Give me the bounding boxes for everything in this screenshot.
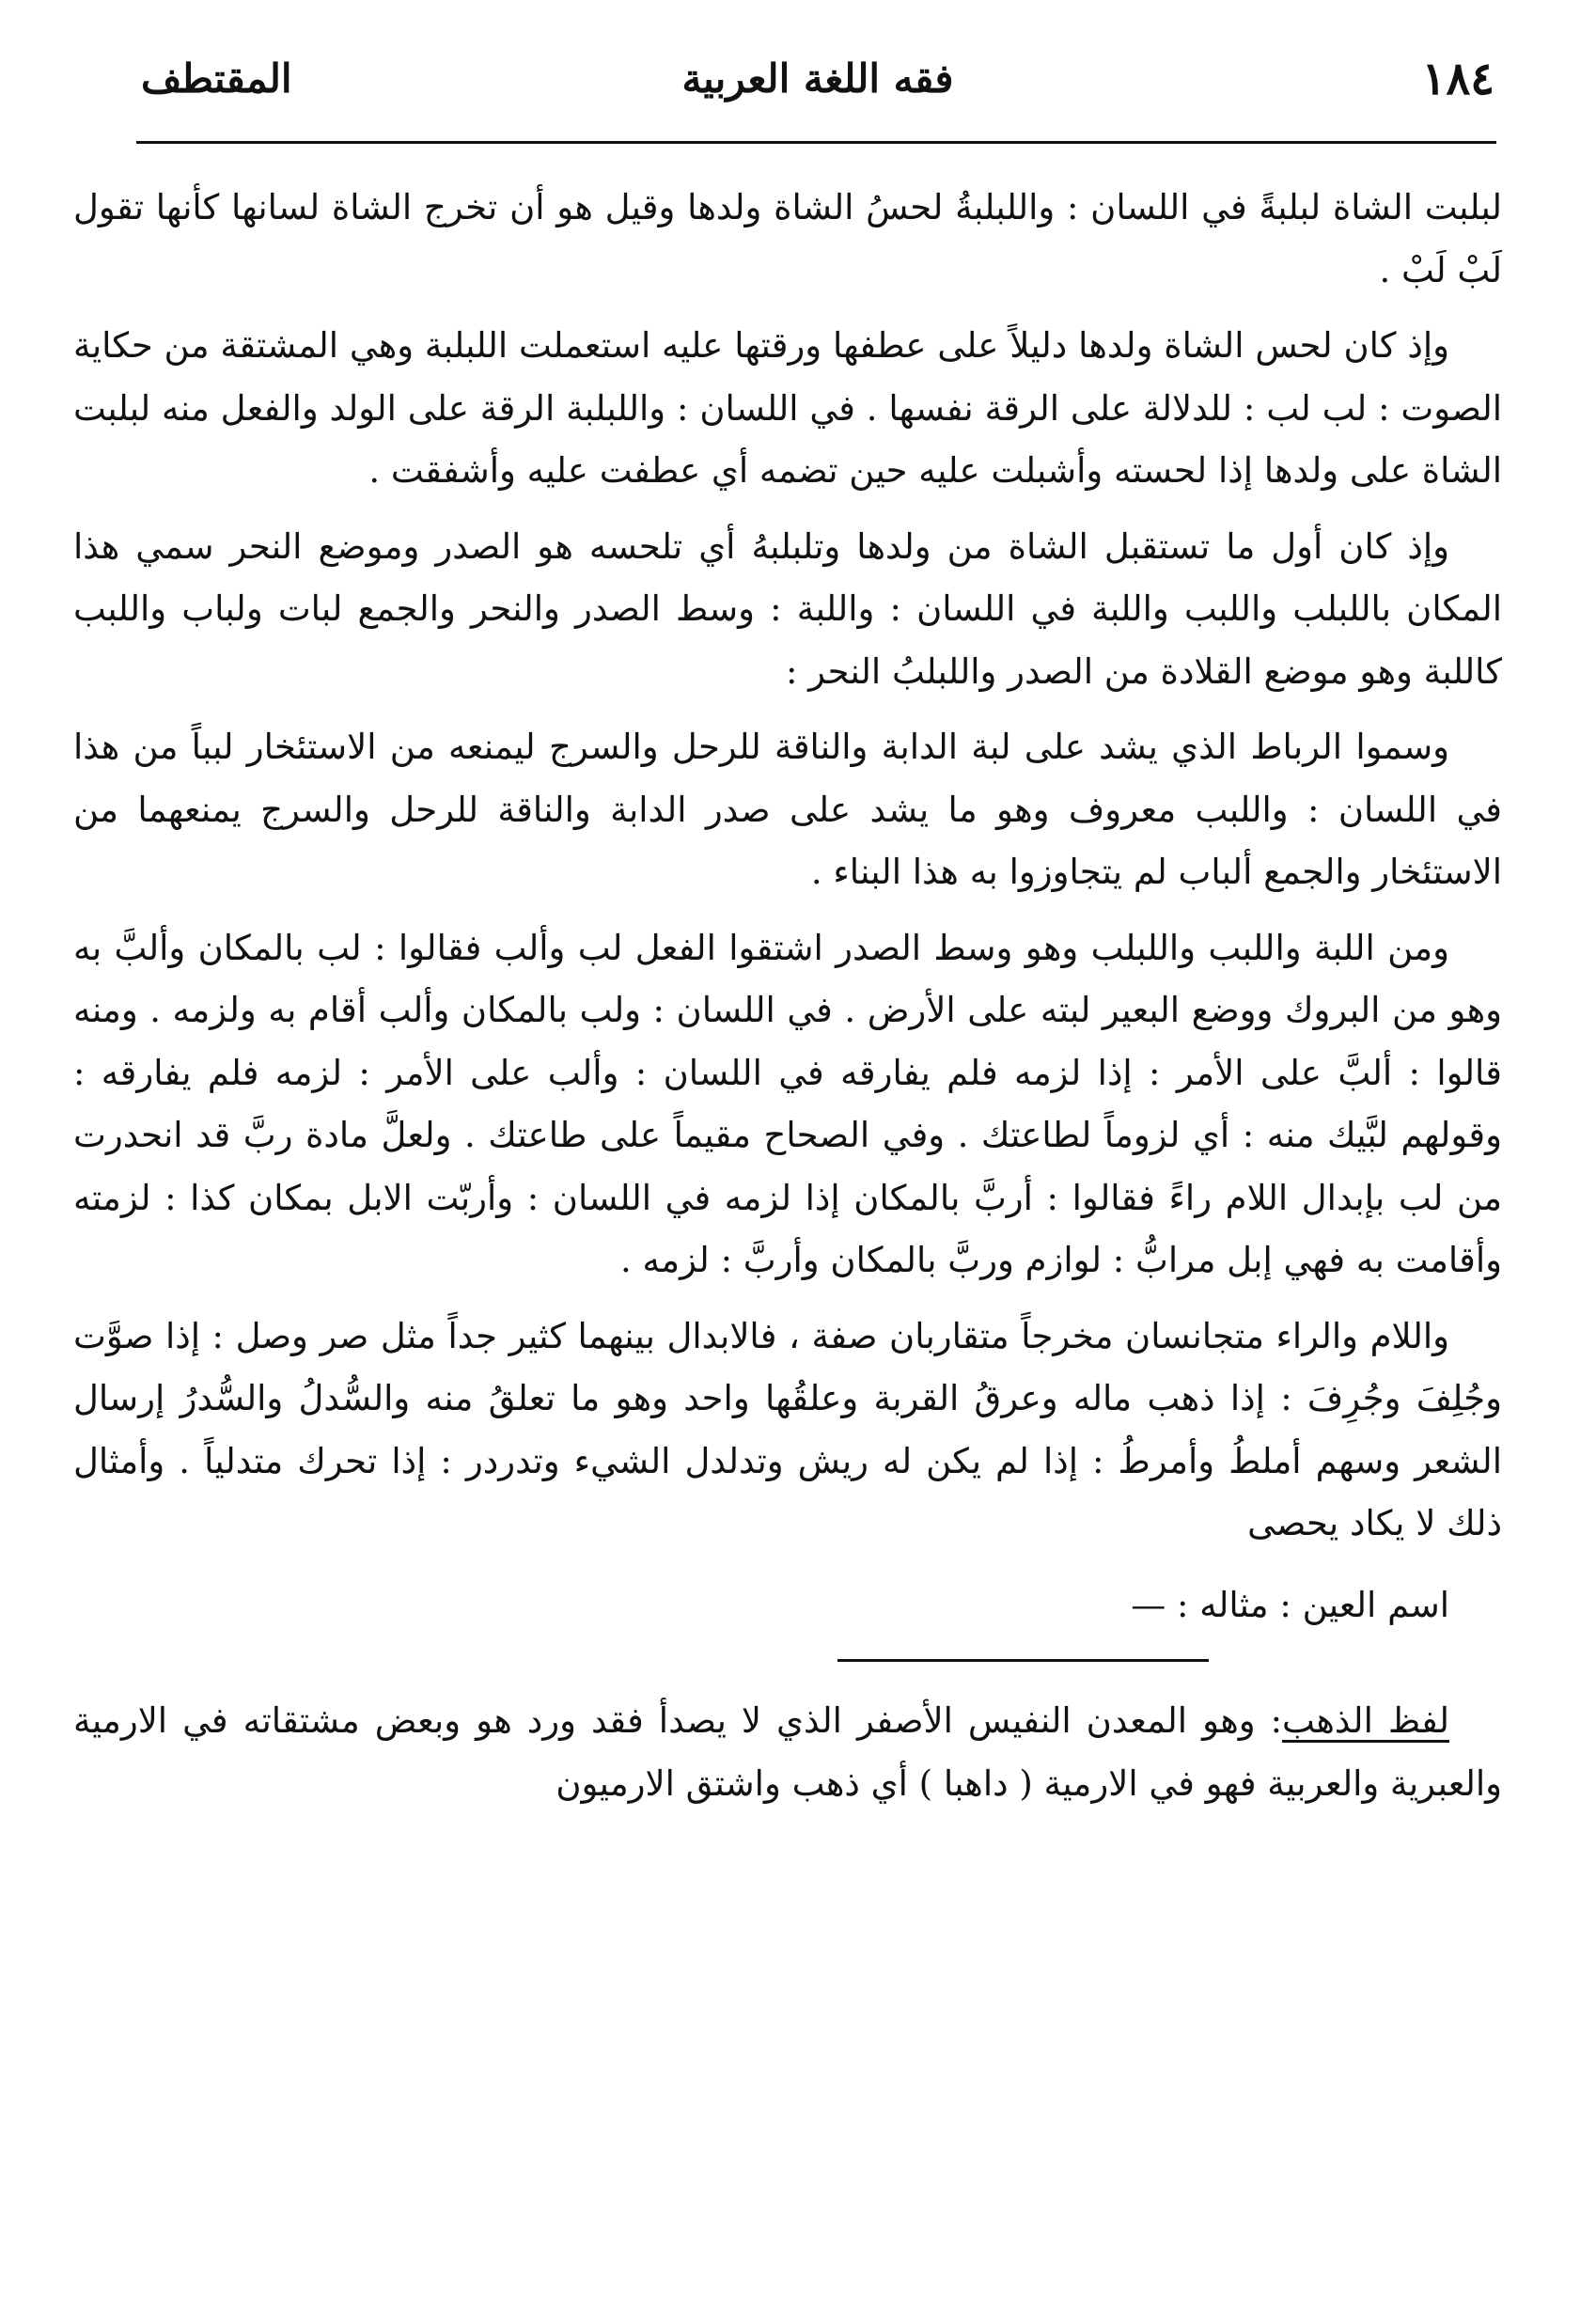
- section-heading: اسم العين : مثاله : —: [1131, 1584, 1449, 1625]
- page-number: ١٨٤: [1421, 53, 1494, 105]
- header-divider: [136, 141, 1496, 144]
- article-body: [73, 177, 1502, 1828]
- paragraph-dhahab: [73, 1690, 1502, 1815]
- paragraph: واللام والراء متجانسان مخرجاً متقاربان صفة ، فالابدال بينهما كثير جداً مثل صر وصل : إذا صوَّت وجُلِفَ وجُرِفَ : إذا ذهب ماله وعرقُ القربة وعلقُها واحد وهو ما تعلقُ منه والسُّدلُ والسُّدرُ إرسال الشعر وسهم أملطُ وأمرطُ : إذا لم يكن له ريش وتدلدل الشيء وتدردر : إذا تحرك متدلياً . وأمثال ذلك لا يكاد يحصى: [73, 1315, 1502, 1543]
- paragraph: ومن اللبة واللبب واللبلب وهو وسط الصدر اشتقوا الفعل لب وألب فقالوا : لب بالمكان وألبَّ به وهو من البروك ووضع البعير لبته على الأرض . في اللسان : ولب بالمكان وألب أقام به ولزمه . ومنه قالوا : ألبَّ على الأمر : إذا لزمه فلم يفارقه في اللسان : وألب على الأمر : لزمه فلم يفارقه : وقولهم لبَّيك منه : أي لزوماً لطاعتك . وفي الصحاح مقيماً على طاعتك . ولعلَّ مادة ربَّ قد انحدرت من لب بإبدال اللام راءً فقالوا : أربَّ بالمكان إذا لزمه في اللسان : وأربّت الابل بمكان كذا : لزمته وأقامت به فهي إبل مرابُّ : لوازم وربَّ بالمكان وأربَّ : لزمه .: [73, 927, 1502, 1280]
- paragraph: وإذ كان لحس الشاة ولدها دليلاً على عطفها ورقتها عليه استعملت اللبلبة وهي المشتقة من حكاية الصوت : لب لب : للدلالة على الرقة نفسها . في اللسان : واللبلبة الرقة على الولد والفعل منه لبلبت الشاة على ولدها إذا لحسته وأشبلت عليه حين تضمه أي عطفت عليه وأشفقت .: [73, 325, 1502, 491]
- section-divider: [837, 1659, 1209, 1662]
- term-heading: لفظ الذهب: [1282, 1700, 1449, 1741]
- paragraph: وسموا الرباط الذي يشد على لبة الدابة والناقة للرحل والسرج ليمنعه من الاستئخار لبباً من هذا في اللسان : واللبب معروف وهو ما يشد على صدر الدابة والناقة للرحل والسرج يمنعهما من الاستئخار والجمع ألباب لم يتجاوزوا به هذا البناء .: [73, 727, 1502, 892]
- journal-name: المقتطف: [141, 55, 292, 102]
- page-header: [141, 41, 1494, 117]
- paragraph: وإذ كان أول ما تستقبل الشاة من ولدها وتلبلبهُ أي تلحسه هو الصدر وموضع النحر سمي هذا المكان باللبلب واللبب واللبة في اللسان : واللبة : وسط الصدر والنحر والجمع لبات ولباب واللبب كاللبة وهو موضع القلادة من الصدر واللبلبُ النحر :: [73, 525, 1502, 692]
- paragraph-text: : وهو المعدن النفيس الأصفر الذي لا يصدأ فقد ورد هو وبعض مشتقاته في الارمية والعبرية والعربية فهو في الارمية ( داهبا ) أي ذهب واشتق الارميون: [73, 1700, 1502, 1804]
- running-title: فقه اللغة العربية: [681, 55, 954, 102]
- paragraph: لبلبت الشاة لبلبةً في اللسان : واللبلبةُ لحسُ الشاة ولدها وقيل هو أن تخرج الشاة لسانها كأنها تقول لَبْ لَبْ .: [73, 187, 1502, 290]
